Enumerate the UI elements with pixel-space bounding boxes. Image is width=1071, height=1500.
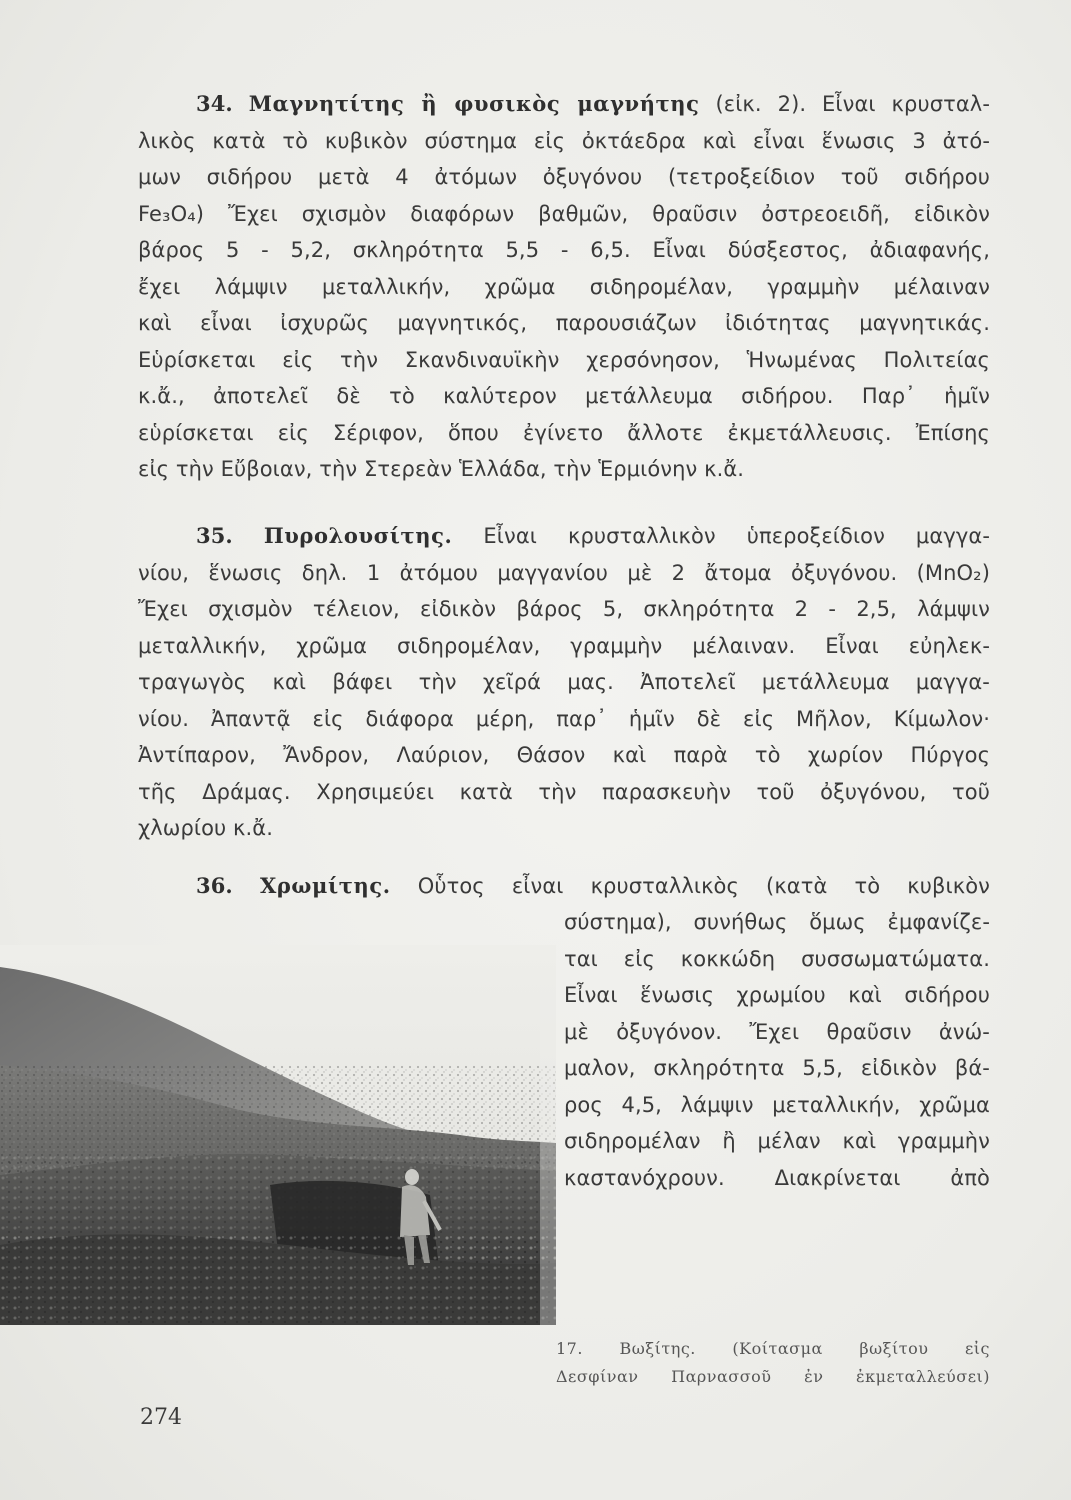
section-34-line: Fe₃O₄) Ἔχει σχισμὸν διαφόρων βαθμῶν, θραῦσιν ὀστρεοειδῆ, εἰδικὸν (138, 201, 990, 226)
section-34-line: μων σιδήρου μετὰ 4 ἀτόμων ὀξυγόνου (τετροξείδιον τοῦ σιδήρου (138, 165, 990, 189)
section-35-line: νίου. Ἀπαντᾷ εἰς διάφορα μέρη, παρ᾽ ἡμῖν δὲ εἰς Μῆλον, Κίμωλον· (138, 706, 990, 731)
section-36-line-1 (138, 868, 990, 905)
section-34-line: εὑρίσκεται εἰς Σέριφον, ὅπου ἐγίνετο ἄλλοτε ἐκμετάλλευσις. Ἐπίσης (138, 420, 990, 445)
page-number: 274 (140, 1405, 182, 1430)
section-34-line: κ.ἄ., ἀποτελεῖ δὲ τὸ καλύτερον μετάλλευμα σιδήρου. Παρ᾽ ἡμῖν (138, 384, 990, 408)
section-34-line: Εὑρίσκεται εἰς τὴν Σκανδιναυϊκὴν χερσόνησον, Ἡνωμένας Πολιτείας (138, 347, 990, 372)
caption-line-1: 17. Βωξίτης. (Κοίτασμα βωξίτου εἰς (556, 1339, 990, 1358)
section-35-line: μεταλλικήν, χρῶμα σιδηρομέλαν, γραμμὴν μέλαιναν. Εἶναι εὐηλεκ- (138, 633, 990, 658)
bauxite-quarry-photo (0, 945, 556, 1325)
section-35 (138, 518, 990, 847)
section-35-line: Ἔχει σχισμὸν τέλειον, εἰδικὸν βάρος 5, σκληρότητα 2 - 2,5, λάμψιν (138, 597, 990, 621)
section-36-number: 36. (196, 873, 233, 898)
section-36-line: μὲ ὀξυγόνον. Ἔχει θραῦσιν ἀνώ- (564, 1019, 990, 1044)
section-35-line: νίου, ἕνωσις δηλ. 1 ἀτόμου μαγγανίου μὲ 2 ἄτομα ὀξυγόνου. (MnO₂) (138, 560, 990, 585)
figure-caption (556, 1335, 990, 1391)
section-34-line: βάρος 5 - 5,2, σκληρότητα 5,5 - 6,5. Εἶναι δύσξεστος, ἀδιαφανής, (138, 238, 990, 262)
section-34-line: λικὸς κατὰ τὸ κυβικὸν σύστημα εἰς ὀκτάεδρα καὶ εἶναι ἕνωσις 3 ἀτό- (138, 128, 990, 153)
section-36-line: σιδηρομέλαν ἢ μέλαν καὶ γραμμὴν (564, 1129, 990, 1153)
section-34-line-1 (138, 86, 990, 123)
section-34-line: ἔχει λάμψιν μεταλλικήν, χρῶμα σιδηρομέλαν, γραμμὴν μέλαιναν (138, 274, 990, 299)
section-35-line: τῆς Δράμας. Χρησιμεύει κατὰ τὴν παρασκευὴν τοῦ ὀξυγόνου, τοῦ (138, 779, 990, 804)
section-34-line: καὶ εἶναι ἰσχυρῶς μαγνητικός, παρουσιάζων ἰδιότητας μαγνητικάς. (138, 311, 990, 335)
section-35-number: 35. (196, 523, 233, 548)
section-35-line: τραγωγὸς καὶ βάφει τὴν χεῖρά μας. Ἀποτελεῖ μετάλλευμα μαγγα- (138, 670, 990, 694)
section-36-term: Χρωμίτης. (259, 873, 391, 898)
section-36-line: ται εἰς κοκκώδη συσσωματώματα. (564, 946, 990, 971)
section-36-line: σύστημα), συνήθως ὅμως ἐμφανίζε- (564, 910, 990, 934)
section-35-line-1-text: Εἶναι κρυσταλλικὸν ὑπεροξείδιον μαγγα- (452, 524, 990, 548)
section-36-body (564, 904, 990, 1196)
section-36-line-1-text: Οὗτος εἶναι κρυσταλλικὸς (κατὰ τὸ κυβικὸν (390, 874, 990, 898)
section-34 (138, 86, 990, 488)
section-36-line: ρος 4,5, λάμψιν μεταλλικήν, χρῶμα (564, 1092, 990, 1117)
section-36-line: καστανόχρουν. Διακρίνεται ἀπὸ (564, 1165, 990, 1190)
section-34-term: Μαγνητίτης ἢ φυσικὸς μαγνήτης (248, 91, 700, 116)
section-35-line: χλωρίου κ.ἄ. (138, 816, 274, 840)
section-35-line: Ἀντίπαρον, Ἄνδρον, Λαύριον, Θάσον καὶ παρὰ τὸ χωρίον Πύργος (138, 743, 990, 767)
section-36-heading (138, 868, 990, 905)
section-34-number: 34. (196, 91, 233, 116)
caption-line-2: Δεσφίναν Παρνασσοῦ ἐν ἐκμεταλλεύσει) (556, 1367, 990, 1386)
section-34-line-1-text: (εἰκ. 2). Εἶναι κρυσταλ- (699, 92, 990, 116)
section-36-line: Εἶναι ἕνωσις χρωμίου καὶ σιδήρου (564, 983, 990, 1007)
section-35-term: Πυρολουσίτης. (263, 523, 453, 548)
section-34-line: εἰς τὴν Εὔβοιαν, τὴν Στερεὰν Ἑλλάδα, τὴν Ἑρμιόνην κ.ἄ. (138, 457, 745, 481)
section-35-line-1 (138, 518, 990, 555)
section-36-line: μαλον, σκληρότητα 5,5, εἰδικὸν βά- (564, 1056, 990, 1080)
